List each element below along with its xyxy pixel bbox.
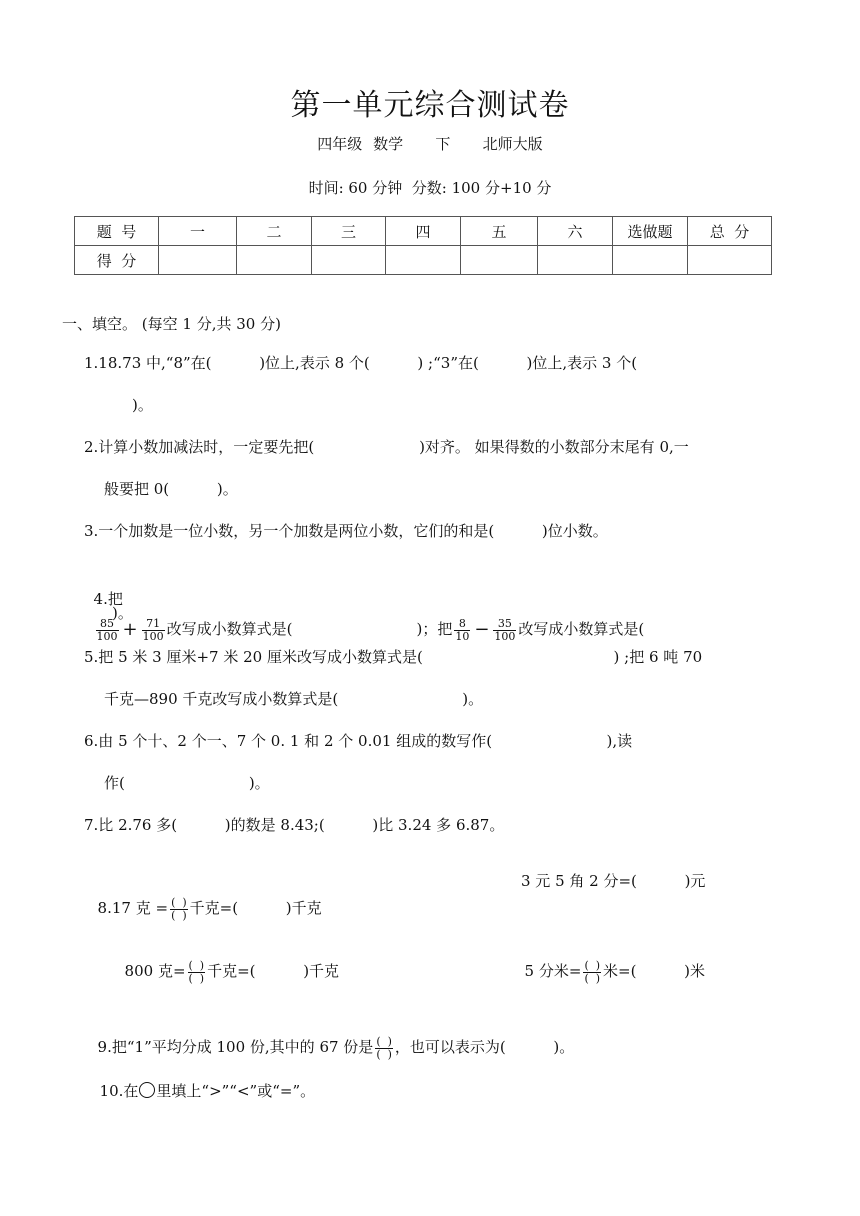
question-6-line-1: 6.由 5 个十、2 个一、7 个 0. 1 和 2 个 0.01 组成的数写作( ),读 bbox=[84, 732, 633, 750]
fraction-blank bbox=[583, 960, 601, 985]
table-cell: 四 bbox=[386, 217, 461, 246]
table-cell: 选做题 bbox=[613, 217, 688, 246]
table-cell: 得 分 bbox=[75, 246, 159, 275]
fraction-numerator: ( ) bbox=[171, 895, 187, 909]
fraction-numerator: 35 bbox=[493, 618, 516, 631]
question-10 bbox=[90, 1061, 315, 1101]
fraction-blank bbox=[375, 1036, 393, 1061]
score-input-cell[interactable] bbox=[538, 246, 613, 275]
table-cell: 三 bbox=[312, 217, 386, 246]
page-subtitle: 四年级 数学 下 北师大版 bbox=[317, 135, 543, 153]
minus-sign: − bbox=[474, 619, 490, 640]
score-input-cell[interactable] bbox=[461, 246, 538, 275]
fraction-numerator: 71 bbox=[142, 618, 165, 631]
question-2-line-2: 般要把 0( )。 bbox=[104, 480, 238, 498]
q8-a-suffix: 千克=( )千克 bbox=[189, 899, 322, 917]
table-cell: 五 bbox=[461, 217, 538, 246]
table-cell: 题 号 bbox=[75, 217, 159, 246]
fraction bbox=[454, 618, 470, 643]
score-input-cell[interactable] bbox=[386, 246, 461, 275]
question-8-part-b: 3 元 5 角 2 分=( )元 bbox=[521, 872, 706, 890]
q4-suffix: 改写成小数算式是( bbox=[518, 620, 645, 638]
fraction-numerator: 85 bbox=[96, 618, 119, 631]
q8-a-prefix: 8.17 克 = bbox=[97, 899, 169, 917]
fraction-denominator: 100 bbox=[494, 629, 516, 643]
q8-c-suffix: 千克=( )千克 bbox=[207, 962, 340, 980]
table-cell: 六 bbox=[538, 217, 613, 246]
fraction-denominator: ( ) bbox=[584, 971, 601, 985]
fraction-numerator: 8 bbox=[454, 618, 470, 631]
question-1-line-2: )。 bbox=[132, 396, 153, 414]
fraction-blank bbox=[188, 960, 206, 985]
score-table-score-row bbox=[75, 246, 772, 275]
question-6-line-2: 作( )。 bbox=[104, 774, 270, 792]
question-1-line-1: 1.18.73 中,“8”在( )位上,表示 8 个( ) ;“3”在( )位上,表示 3 个( bbox=[84, 354, 638, 372]
fraction-blank bbox=[170, 897, 188, 922]
fraction-denominator: 100 bbox=[142, 629, 164, 643]
circle-icon bbox=[139, 1082, 155, 1098]
q4-prefix: 4.把 bbox=[93, 590, 123, 608]
plus-sign: + bbox=[122, 619, 138, 640]
score-table-header-row bbox=[75, 217, 772, 246]
question-8-part-d bbox=[515, 926, 705, 986]
fraction-denominator: ( ) bbox=[188, 971, 205, 985]
q10-suffix: 里填上“>”“<”或“=”。 bbox=[156, 1082, 316, 1100]
question-3: 3.一个加数是一位小数，另一个加数是两位小数，它们的和是( )位小数。 bbox=[84, 522, 608, 540]
time-info: 时间: 60 分钟 分数: 100 分+10 分 bbox=[308, 179, 552, 197]
question-7: 7.比 2.76 多( )的数是 8.43;( )比 3.24 多 6.87。 bbox=[84, 816, 505, 834]
q8-c-prefix: 800 克= bbox=[124, 962, 186, 980]
question-9 bbox=[88, 1002, 574, 1062]
question-4-line-2: )。 bbox=[112, 604, 133, 622]
q9-prefix: 9.把“1”平均分成 100 份,其中的 67 份是 bbox=[97, 1038, 374, 1056]
fraction-denominator: 10 bbox=[455, 629, 470, 643]
score-input-cell[interactable] bbox=[159, 246, 237, 275]
table-cell: 二 bbox=[237, 217, 312, 246]
table-cell: 一 bbox=[159, 217, 237, 246]
page-title: 第一单元综合测试卷 bbox=[290, 88, 570, 123]
question-2-line-1: 2.计算小数加减法时，一定要先把( )对齐。 如果得数的小数部分末尾有 0,一 bbox=[84, 438, 689, 456]
section-heading: 一、填空。 (每空 1 分,共 30 分) bbox=[62, 315, 281, 333]
score-input-cell[interactable] bbox=[312, 246, 386, 275]
q9-suffix: ，也可以表示为( )。 bbox=[394, 1038, 575, 1056]
fraction-numerator: ( ) bbox=[188, 958, 205, 972]
fraction-denominator: ( ) bbox=[171, 908, 187, 922]
question-4-line-1 bbox=[84, 554, 644, 645]
q8-d-prefix: 5 分米= bbox=[524, 962, 582, 980]
q8-d-suffix: 米=( )米 bbox=[603, 962, 705, 980]
q4-mid: 改写成小数算式是( )；把 bbox=[166, 620, 453, 638]
q10-prefix: 10.在 bbox=[99, 1082, 139, 1100]
score-table bbox=[74, 216, 772, 275]
table-cell: 总 分 bbox=[688, 217, 772, 246]
fraction-numerator: ( ) bbox=[584, 958, 601, 972]
fraction bbox=[493, 618, 516, 643]
fraction-denominator: ( ) bbox=[376, 1047, 392, 1061]
question-5-line-1: 5.把 5 米 3 厘米+7 米 20 厘米改写成小数算式是( ) ;把 6 吨 70 bbox=[84, 648, 703, 666]
question-5-line-2: 千克—890 千克改写成小数算式是( )。 bbox=[104, 690, 484, 708]
score-input-cell[interactable] bbox=[237, 246, 312, 275]
score-input-cell[interactable] bbox=[688, 246, 772, 275]
fraction-numerator: ( ) bbox=[376, 1034, 392, 1048]
question-8-part-c bbox=[115, 926, 339, 986]
score-input-cell[interactable] bbox=[613, 246, 688, 275]
fraction-denominator: 100 bbox=[96, 629, 118, 643]
fraction bbox=[142, 618, 165, 643]
question-8-part-a bbox=[88, 863, 322, 923]
